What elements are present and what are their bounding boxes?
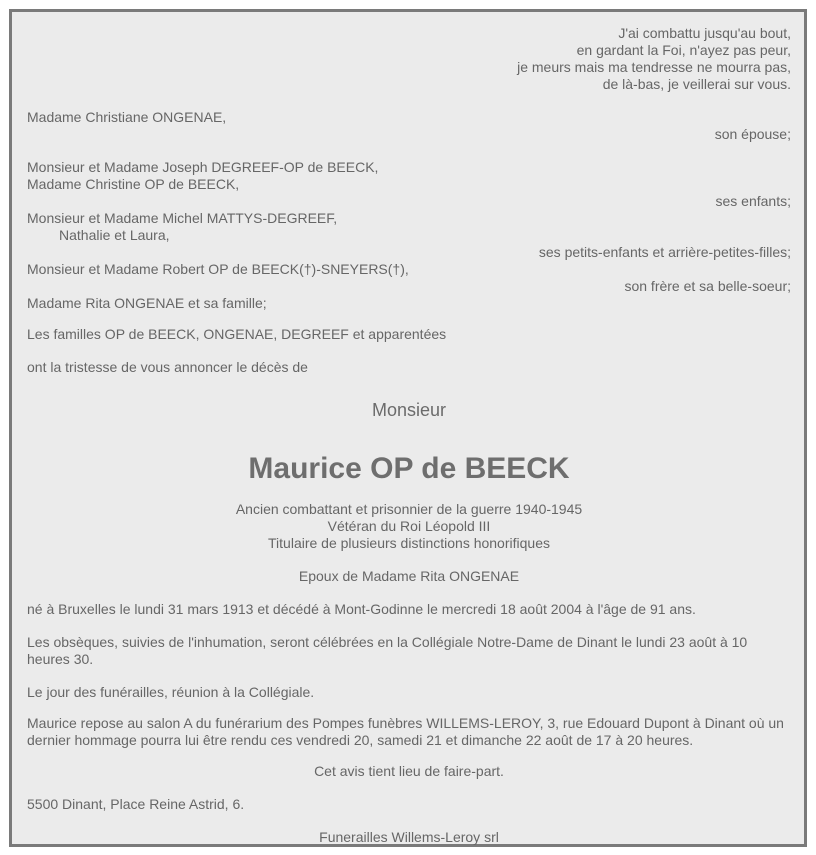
families-line: Les familles OP de BEECK, ONGENAE, DEGREEF et apparentées (27, 326, 447, 342)
title-line: Vétéran du Roi Léopold III (327, 518, 491, 534)
deceased-name: Maurice OP de BEECK (248, 452, 570, 485)
title-line: Titulaire de plusieurs distinctions honorifiques (268, 535, 550, 551)
child-1: Monsieur et Madame Joseph DEGREEF-OP de BEECK, (27, 159, 379, 175)
birth-death: né à Bruxelles le lundi 31 mars 1913 et décédé à Mont-Godinne le mercredi 18 août 2004 à l'âge de 91 ans. (27, 601, 696, 617)
titles (27, 501, 791, 552)
sibling-role: son frère et sa belle-soeur; (624, 278, 791, 294)
other-family: Madame Rita ONGENAE et sa famille; (27, 295, 267, 311)
visitation-details: Maurice repose au salon A du funérarium des Pompes funèbres WILLEMS-LEROY, 3, rue Edouard Dupont à Dinant où un dernier hommage pourra lui être rendu ces vendredi 20, samedi 21 et dimanche 22 août de 17 à 20 heures. (27, 715, 784, 748)
poem-line: J'ai combattu jusqu'au bout, (618, 25, 791, 41)
children-role: ses enfants; (715, 193, 791, 209)
honorific: Monsieur (371, 400, 447, 420)
title-line: Ancien combattant et prisonnier de la guerre 1940-1945 (235, 501, 583, 517)
notice-line: Cet avis tient lieu de faire-part. (314, 763, 504, 779)
poem-line: de là-bas, je veillerai sur vous. (602, 76, 791, 92)
funeral-home: Funerailles Willems-Leroy srl (319, 829, 499, 845)
grandchild-1: Monsieur et Madame Michel MATTYS-DEGREEF, (27, 210, 338, 226)
address: 5500 Dinant, Place Reine Astrid, 6. (27, 796, 245, 812)
poem-line: je meurs mais ma tendresse ne mourra pas, (517, 59, 791, 75)
obituary-frame (9, 9, 807, 847)
spouse-line: Epoux de Madame Rita ONGENAE (298, 568, 520, 584)
grandchildren-role: ses petits-enfants et arrière-petites-filles; (538, 244, 791, 260)
funeral-details: Les obsèques, suivies de l'inhumation, seront célébrées en la Collégiale Notre-Dame de Dinant le lundi 23 août à 10 heures 30. (27, 634, 748, 667)
poem-line: en gardant la Foi, n'ayez pas peur, (576, 42, 791, 58)
spouse-name: Madame Christiane ONGENAE, (27, 109, 227, 125)
sibling: Monsieur et Madame Robert OP de BEECK(†)-SNEYERS(†), (27, 261, 409, 277)
reunion-line: Le jour des funérailles, réunion à la Collégiale. (27, 684, 315, 700)
announcement: ont la tristesse de vous annoncer le décès de (27, 359, 308, 375)
spouse-role: son épouse; (714, 126, 791, 142)
obituary-document (27, 25, 791, 846)
child-2: Madame Christine OP de BEECK, (27, 176, 240, 192)
poem (27, 25, 791, 93)
grandchild-2: Nathalie et Laura, (59, 227, 170, 243)
